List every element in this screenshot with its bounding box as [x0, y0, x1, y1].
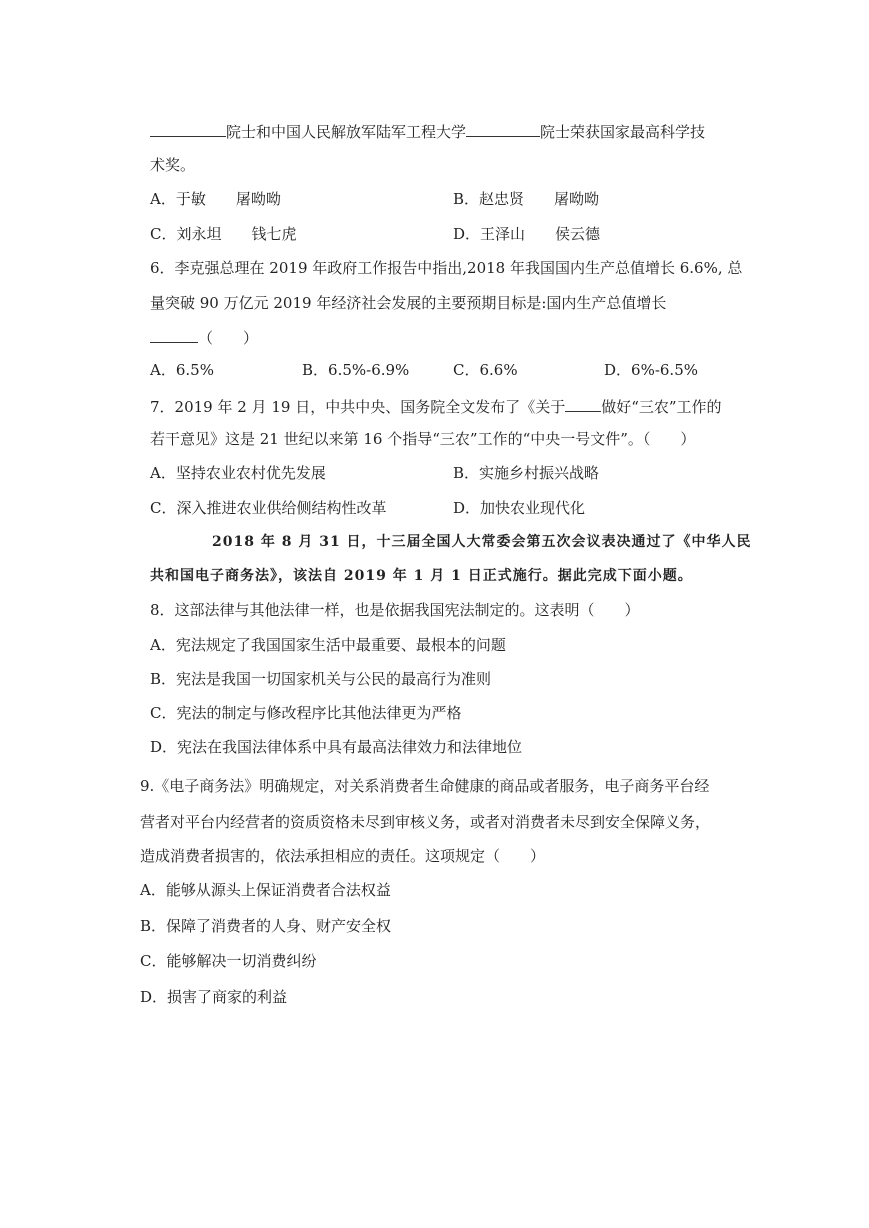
answer-blank — [466, 120, 540, 137]
q7-option-b: B．实施乡村振兴战略 — [453, 464, 600, 482]
answer-blank — [565, 395, 601, 412]
q8-option-b: B．宪法是我国一切国家机关与公民的最高行为准则 — [150, 670, 492, 688]
q8-option-d: D．宪法在我国法律体系中具有最高法律效力和法律地位 — [150, 738, 523, 756]
q6-stem-line1: 6．李克强总理在 2019 年政府工作报告中指出,2018 年我国国内生产总值增长 6.6%, 总 — [150, 259, 743, 277]
q6-option-a: A．6.5% — [150, 361, 214, 379]
q8-option-c: C．宪法的制定与修改程序比其他法律更为严格 — [150, 704, 462, 722]
q9-stem-line2: 营者对平台内经营者的资质资格未尽到审核义务，或者对消费者未尽到安全保障义务， — [140, 813, 711, 831]
q5-option-d: D．王泽山 侯云德 — [453, 225, 601, 243]
q5-option-b: B．赵忠贤 屠呦呦 — [453, 190, 600, 208]
q9-option-a: A．能够从源头上保证消费者合法权益 — [140, 881, 391, 899]
q7-stem-line2: 若干意见》这是 21 世纪以来第 16 个指导“三农”工作的“中央一号文件”。（ ） — [150, 430, 696, 448]
q7-stem-text1: 7．2019 年 2 月 19 日，中共中央、国务院全文发布了《关于 — [150, 398, 566, 416]
q5-option-c: C．刘永坦 钱七虎 — [150, 225, 297, 243]
q9-option-c: C．能够解决一切消费纠纷 — [140, 952, 317, 970]
q7-option-a: A．坚持农业农村优先发展 — [150, 464, 326, 482]
q9-option-b: B．保障了消费者的人身、财产安全权 — [140, 917, 392, 935]
answer-blank — [150, 326, 198, 343]
q9-stem-line3: 造成消费者损害的，依法承担相应的责任。这项规定（ ） — [140, 847, 546, 865]
q9-stem-line1: 9.《电子商务法》明确规定，对关系消费者生命健康的商品或者服务，电子商务平台经 — [140, 777, 710, 795]
q5-option-a: A．于敏 屠呦呦 — [150, 190, 281, 208]
material-line1: 2018 年 8 月 31 日，十三届全国人大常委会第五次会议表决通过了《中华人民 — [212, 534, 752, 550]
q8-stem: 8．这部法律与其他法律一样，也是依据我国宪法制定的。这表明（ ） — [150, 601, 640, 619]
q6-option-c: C．6.6% — [453, 361, 518, 379]
q5-stem-text1: 院士和中国人民解放军陆军工程大学 — [226, 123, 467, 141]
q6-option-b: B．6.5%-6.9% — [302, 361, 410, 379]
q6-paren: （ ） — [198, 329, 259, 347]
q7-stem-line1 — [150, 395, 722, 417]
q5-stem-line2: 术奖。 — [150, 156, 196, 174]
q9-option-d: D．损害了商家的利益 — [140, 988, 288, 1006]
q7-stem-text2: 做好“三农”工作的 — [601, 398, 722, 416]
q5-stem-line1 — [150, 120, 705, 142]
q6-stem-line3 — [150, 326, 258, 348]
answer-blank — [150, 120, 226, 137]
q6-option-d: D．6%-6.5% — [604, 361, 698, 379]
material-line2: 共和国电子商务法》，该法自 2019 年 1 月 1 日正式施行。据此完成下面小题。 — [150, 568, 693, 584]
q7-option-d: D．加快农业现代化 — [453, 499, 586, 517]
q8-option-a: A．宪法规定了我国国家生活中最重要、最根本的问题 — [150, 636, 506, 654]
q5-stem-text2: 院士荣获国家最高科学技 — [540, 123, 706, 141]
q7-option-c: C．深入推进农业供给侧结构性改革 — [150, 499, 387, 517]
q6-stem-line2: 量突破 90 万亿元 2019 年经济社会发展的主要预期目标是:国内生产总值增长 — [150, 294, 667, 312]
